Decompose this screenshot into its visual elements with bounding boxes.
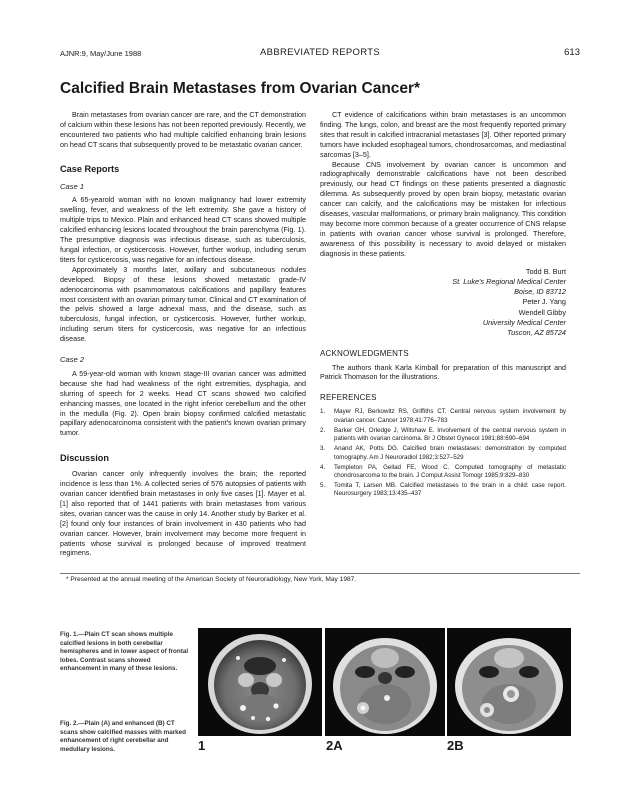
figure2a-label: 2A <box>326 738 343 753</box>
page-number: 613 <box>564 47 580 58</box>
left-column <box>60 111 306 559</box>
discussion-paragraph-1: Ovarian cancer only infrequently involves the brain; the reported incidence is less than 1%. A collected series of 576 autopsies of patients with ovarian cancer identified brain metastases in only five cases [1]. Mayer et al. [1] also reported that of 1441 patients with brain metastases from various sites, ovarian cancer was the cause in only 14. Another study by Barker et al. [2] found only four instances of brain involvement in 430 patients who had ovarian cancer. However, brain involvement may become more frequent in patients whose survival is prolonged because of improved treatment regimens. <box>60 470 306 558</box>
author-city: Tuscon, AZ 85724 <box>507 328 566 338</box>
reference-item: 2. Barker GH, Orledge J, Wiltshaw E. Involvement of the central nervous system in patients with ovarian carcinoma. Br J Obstet Gynecol 1981;88:690–694 <box>320 426 566 443</box>
right-column <box>320 111 566 500</box>
case2-label: Case 2 <box>60 355 85 365</box>
figure1-label: 1 <box>198 738 206 753</box>
author-institution: St. Luke's Regional Medical Center <box>452 276 566 286</box>
case1-label: Case 1 <box>60 181 85 191</box>
reference-item: 5. Tomita T, Larsen MB. Calcified metastases to the brain in a child: case report. Neurosurgery 1983;13:435–437 <box>320 481 566 498</box>
ct-scan-image-fig1 <box>198 628 322 736</box>
discussion-paragraph-2: CT evidence of calcifications within brain metastases is an uncommon finding. The lungs, colon, and breast are the most frequently reported primary sites that result in calcified intracranial metastases [3]. Other reported primary tumors have included esophageal tumors, chondrosarcomas, and mediastinal sarcomas [3–5]. <box>320 111 566 159</box>
case2-paragraph: A 59-year-old woman with known stage-III ovarian cancer was admitted because she had had weakness of the right extremities, dysphagia, and slurring of speech for 2 weeks. Head CT scans showed two calcified enhancing masses, one located in the right inferior cerebellum and the other in the medulla (Fig. 2). Open brain biopsy confirmed calcified metastatic papillary adenocarcinoma consistent with the patient's known ovarian primary tumor. <box>60 369 306 438</box>
author-name: Todd B. Burt <box>525 266 566 276</box>
author-name: Wendell Gibby <box>518 307 566 317</box>
running-header <box>60 47 580 61</box>
reference-item: 1. Mayer RJ, Berkowitz RS, Griffiths CT. Central nervous system involvement by ovarian cancer. Cancer 1978;41:776–783 <box>320 408 566 424</box>
reference-list <box>320 408 566 498</box>
journal-citation: AJNR:9, May/June 1988 <box>60 49 142 58</box>
figure2b-label: 2B <box>447 738 464 753</box>
author-institution: University Medical Center <box>482 318 566 328</box>
figure1-caption: Fig. 1.—Plain CT scan shows multiple calcified lesions in both cerebellar hemispheres and in lower aspect of frontal lobes. Contrast scans showed enhancement in many of these lesions. <box>60 631 189 672</box>
discussion-paragraph-3: Because CNS involvement by ovarian cancer is uncommon and radiographically demonstrable calcifications have not been described previously, our head CT findings on these patients presented a diagnostic dilemma. As subsequently proved by open brain biopsy, metastatic ovarian cancer can calcify, and the calcifications may be mistaken for infectious diseases, vascular malformations, or primary brain malignancy. This condition may become more common because of a greater occurrence of CNS relapse in patients with ovarian cancer whose survival is prolonged. Therefore, awareness of this possibility is necessary to avoid delayed or mistaken diagnosis in these patients. <box>320 160 566 258</box>
abstract-paragraph: Brain metastases from ovarian cancer are rare, and the CT demonstration of calcium within these lesions has not been reported previously. Recently, we encountered two patients who had multiple calcified enhancing brain lesions on head CT scans that subsequently proved to be metastatic ovarian cancer. <box>60 111 306 149</box>
reference-item: 4. Templeton PA, Gellad FE, Wood C. Computed tomography of metastatic chondrosarcoma to the brain. J Comput Assist Tomogr 1985;9:829–830 <box>320 463 566 479</box>
ct-scan-image-fig2a <box>325 628 445 736</box>
acknowledgments-heading: ACKNOWLEDGMENTS <box>320 348 409 358</box>
reference-item: 3. Anand AK, Potts DG. Calcified brain metastases: demonstration by computed tomography. Am J Neuroradiol 1982;3:527–529 <box>320 445 566 461</box>
ct-scan-image-fig2b <box>447 628 571 736</box>
footnote-divider <box>60 573 580 574</box>
footnote: * Presented at the annual meeting of the American Society of Neuroradiology, New York, May 1987. <box>66 576 357 583</box>
case1-paragraph-2: Approximately 3 months later, axillary and subcutaneous nodules developed. Biopsy of these lesions showed metastatic grade-IV adenocarcinoma with psammomatous calcifications and papillary features most consistent with an ovarian primary tumor. Clinical and CT examination of the pelvis showed a large adnexal mass, and the disease, such as tuberculosis, fungal infection, or cysticercosis. However, further workup, including serum titers for cysticercosis, was negative for an infectious disease. <box>60 265 306 344</box>
section-name: ABBREVIATED REPORTS <box>260 47 380 58</box>
author-signature <box>320 267 566 339</box>
case-reports-heading: Case Reports <box>60 163 120 174</box>
discussion-heading: Discussion <box>60 453 110 464</box>
figure2-caption: Fig. 2.—Plain (A) and enhanced (B) CT scans show calcified masses with marked enhancement of right cerebellar and medullary lesions. <box>60 720 186 753</box>
case1-paragraph-1: A 65-yearold woman with no known malignancy had lower extremity swelling, fever, and weakness of the left extremity. She gave a history of multiple trips to Mexico. Plain and enhanced head CT scans showed multiple calcified enhancing lesions located throughout the brain parenchyma (Fig. 1). The presumptive diagnosis was infectious disease, such as tuberculosis, fungal infection, or cysticercosis. However, further workup, including serum titers for cysticercosis, was negative for an infectious disease. <box>60 196 306 264</box>
acknowledgments-text: The authors thank Karla Kimball for preparation of this manuscript and Patrick Thomason for the illustrations. <box>320 363 566 382</box>
references-heading: REFERENCES <box>320 393 377 403</box>
author-city: Boise, ID 83712 <box>514 287 566 297</box>
author-name: Peter J. Yang <box>522 297 566 307</box>
article-title: Calcified Brain Metastases from Ovarian Cancer* <box>60 80 421 97</box>
